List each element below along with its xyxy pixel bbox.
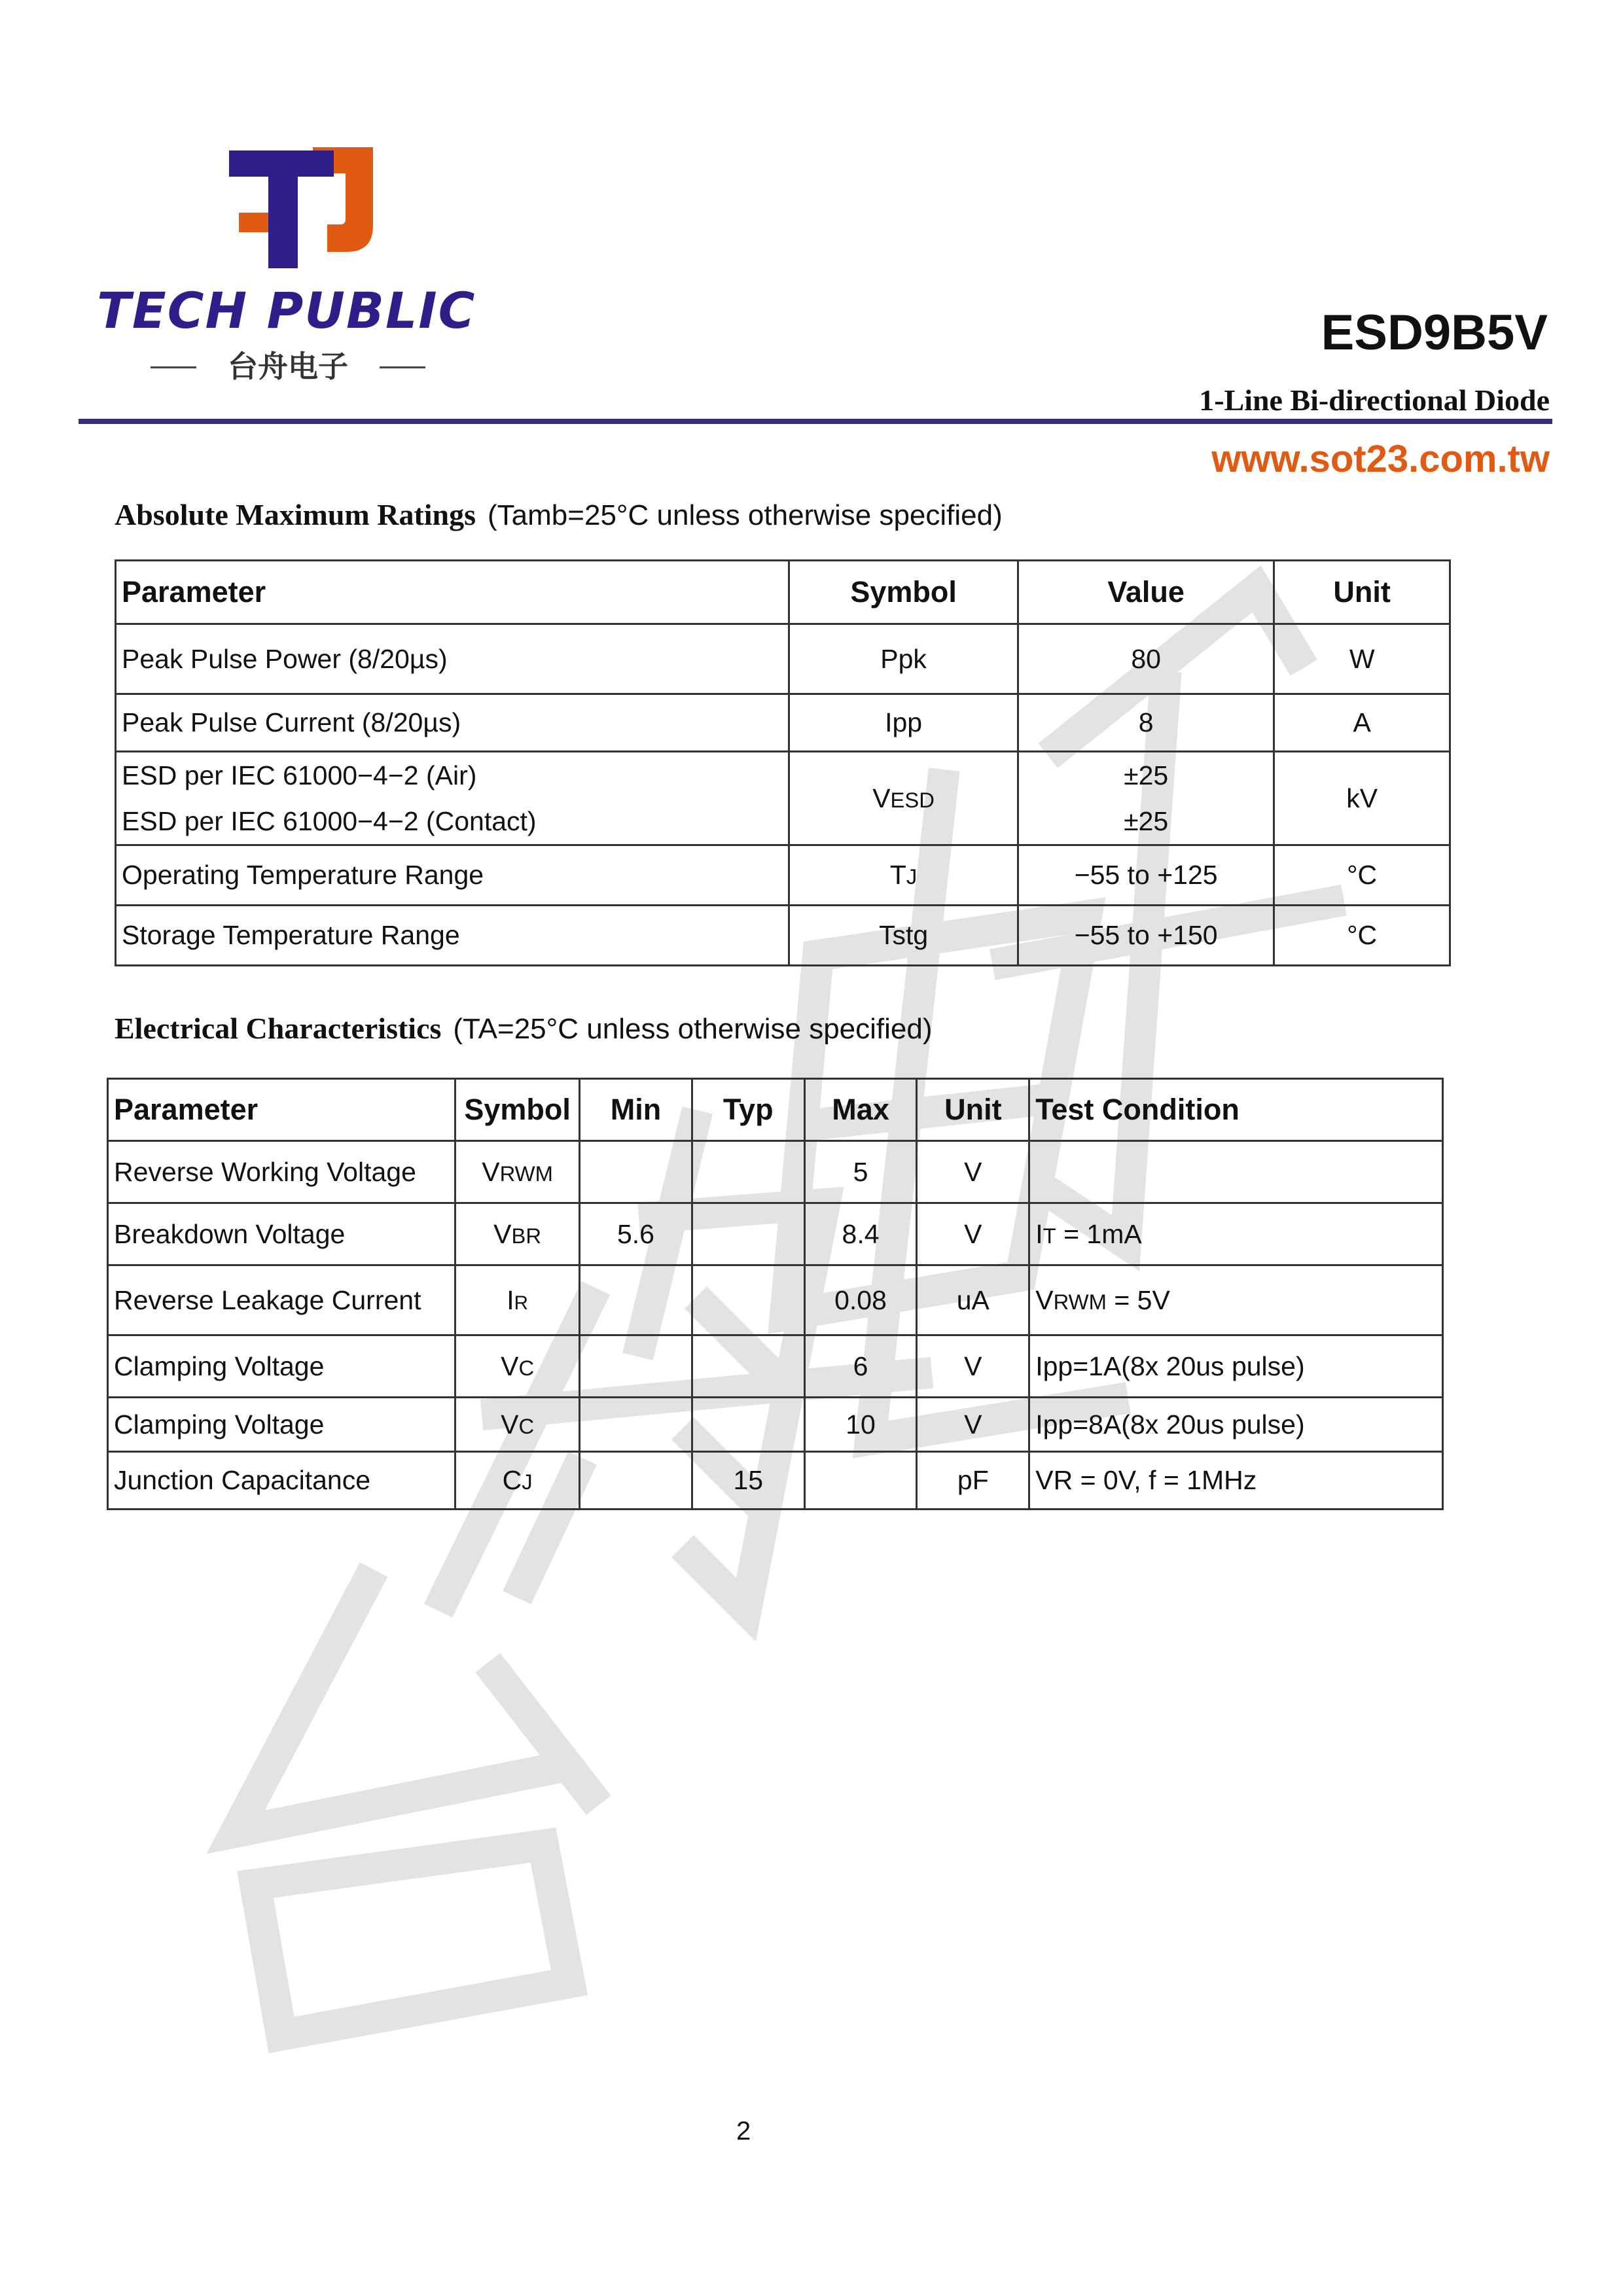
amr-parameter-cell <box>116 752 789 845</box>
website-link[interactable]: www.sot23.com.tw <box>1211 438 1550 480</box>
ec-test-main: V <box>1035 1284 1054 1315</box>
amr-col-unit: Unit <box>1274 561 1450 624</box>
ec-typ <box>692 1141 804 1203</box>
ec-parameter: Reverse Leakage Current <box>108 1265 455 1335</box>
logo-orange-block <box>239 213 268 232</box>
ec-col-parameter: Parameter <box>108 1079 455 1141</box>
table-row <box>116 752 1450 845</box>
ec-max: 8.4 <box>804 1203 917 1265</box>
ec-typ: 15 <box>692 1452 804 1510</box>
table-header-row <box>116 561 1450 624</box>
ec-max <box>804 1452 917 1510</box>
divider <box>380 366 425 368</box>
amr-symbol-main: V <box>872 783 891 813</box>
ec-min <box>580 1452 692 1510</box>
table-header-row <box>108 1079 1443 1141</box>
ec-symbol-main: V <box>482 1156 500 1187</box>
ec-symbol-cell <box>455 1265 580 1335</box>
amr-parameter: Operating Temperature Range <box>116 845 789 906</box>
ec-typ <box>692 1265 804 1335</box>
table-row <box>108 1141 1443 1203</box>
ec-test-rest: = 1mA <box>1056 1218 1142 1249</box>
ec-unit: uA <box>917 1265 1029 1335</box>
amr-symbol-cell <box>789 752 1018 845</box>
table-row <box>108 1265 1443 1335</box>
amr-parameter: ESD per IEC 61000−4−2 (Air) <box>122 760 477 790</box>
amr-unit: W <box>1274 624 1450 694</box>
table-row <box>108 1203 1443 1265</box>
ec-typ <box>692 1203 804 1265</box>
ec-symbol-main: V <box>501 1351 519 1381</box>
tech-public-logo <box>229 147 380 268</box>
ec-symbol-main: C <box>502 1465 522 1495</box>
ec-test-condition: Ipp=8A(8x 20us pulse) <box>1029 1398 1443 1452</box>
amr-symbol-main: T <box>889 860 906 890</box>
table-row <box>116 694 1450 752</box>
ec-symbol-sub: C <box>518 1413 535 1438</box>
ec-condition: (TA=25°C unless otherwise specified) <box>453 1013 933 1045</box>
part-subtitle: 1-Line Bi-directional Diode <box>1199 383 1550 417</box>
ec-title: Electrical Characteristics <box>115 1012 442 1045</box>
ec-unit: V <box>917 1335 1029 1398</box>
amr-col-value: Value <box>1018 561 1274 624</box>
amr-title: Absolute Maximum Ratings <box>115 498 476 531</box>
ec-max: 10 <box>804 1398 917 1452</box>
table-row <box>116 845 1450 906</box>
amr-value: ±25 <box>1124 806 1169 836</box>
ec-test-condition <box>1029 1141 1443 1203</box>
amr-parameter: Peak Pulse Power (8/20µs) <box>116 624 789 694</box>
ec-min <box>580 1335 692 1398</box>
amr-unit: °C <box>1274 845 1450 906</box>
ec-symbol-main: I <box>507 1284 514 1315</box>
brand-name: TECH PUBLIC <box>97 281 476 340</box>
header-divider <box>79 419 1552 424</box>
ec-symbol-main: V <box>493 1218 512 1249</box>
table-row <box>116 906 1450 966</box>
logo-purple-shape <box>229 150 334 268</box>
ec-col-symbol: Symbol <box>455 1079 580 1141</box>
ec-typ <box>692 1335 804 1398</box>
ec-unit: pF <box>917 1452 1029 1510</box>
amr-unit: kV <box>1274 752 1450 845</box>
ec-unit: V <box>917 1203 1029 1265</box>
ec-symbol-cell <box>455 1398 580 1452</box>
amr-value: −55 to +125 <box>1018 845 1274 906</box>
ec-parameter: Clamping Voltage <box>108 1335 455 1398</box>
ec-test-condition-cell <box>1029 1203 1443 1265</box>
amr-col-symbol: Symbol <box>789 561 1018 624</box>
brand-chinese-name: 台舟电子 <box>228 349 348 384</box>
ec-parameter: Breakdown Voltage <box>108 1203 455 1265</box>
amr-condition: (Tamb=25°C unless otherwise specified) <box>488 499 1003 531</box>
ec-symbol-cell <box>455 1203 580 1265</box>
amr-symbol: Tstg <box>789 906 1018 966</box>
ec-test-main: I <box>1035 1218 1043 1249</box>
amr-parameter: Storage Temperature Range <box>116 906 789 966</box>
ec-section-title <box>115 1011 933 1046</box>
brand-chinese-wrap <box>151 347 425 386</box>
ec-test-rest: = 5V <box>1106 1284 1170 1315</box>
ec-symbol-cell <box>455 1335 580 1398</box>
ec-col-min: Min <box>580 1079 692 1141</box>
amr-parameter: ESD per IEC 61000−4−2 (Contact) <box>122 806 537 836</box>
ec-symbol-sub: C <box>518 1355 535 1380</box>
amr-col-parameter: Parameter <box>116 561 789 624</box>
ec-min <box>580 1265 692 1335</box>
amr-unit: A <box>1274 694 1450 752</box>
amr-value: 8 <box>1018 694 1274 752</box>
amr-value: 80 <box>1018 624 1274 694</box>
amr-parameter: Peak Pulse Current (8/20µs) <box>116 694 789 752</box>
ec-test-sub: RWM <box>1053 1289 1107 1314</box>
table-row <box>108 1335 1443 1398</box>
table-row <box>116 624 1450 694</box>
table-row <box>108 1398 1443 1452</box>
amr-unit: °C <box>1274 906 1450 966</box>
ec-symbol-cell <box>455 1452 580 1510</box>
amr-section-title <box>115 497 1003 532</box>
ec-max: 5 <box>804 1141 917 1203</box>
amr-symbol-sub: J <box>906 864 918 889</box>
page-number: 2 <box>736 2117 751 2146</box>
amr-value: ±25 <box>1124 760 1169 790</box>
ec-unit: V <box>917 1141 1029 1203</box>
ec-typ <box>692 1398 804 1452</box>
ec-symbol-main: V <box>501 1409 519 1439</box>
amr-symbol: Ipp <box>789 694 1018 752</box>
ec-parameter: Junction Capacitance <box>108 1452 455 1510</box>
amr-value: −55 to +150 <box>1018 906 1274 966</box>
amr-symbol-sub: ESD <box>890 787 935 812</box>
ec-parameter: Clamping Voltage <box>108 1398 455 1452</box>
ec-parameter: Reverse Working Voltage <box>108 1141 455 1203</box>
amr-value-cell <box>1018 752 1274 845</box>
ec-max: 0.08 <box>804 1265 917 1335</box>
amr-table <box>115 559 1451 966</box>
ec-test-condition: Ipp=1A(8x 20us pulse) <box>1029 1335 1443 1398</box>
amr-symbol-cell <box>789 845 1018 906</box>
ec-symbol-sub: BR <box>511 1223 542 1248</box>
ec-symbol-cell <box>455 1141 580 1203</box>
ec-max: 6 <box>804 1335 917 1398</box>
ec-symbol-sub: J <box>522 1470 533 1494</box>
ec-col-typ: Typ <box>692 1079 804 1141</box>
ec-symbol-sub: RWM <box>499 1161 553 1186</box>
amr-symbol: Ppk <box>789 624 1018 694</box>
ec-col-unit: Unit <box>917 1079 1029 1141</box>
ec-min <box>580 1141 692 1203</box>
ec-test-sub: T <box>1043 1223 1056 1248</box>
ec-min: 5.6 <box>580 1203 692 1265</box>
ec-table <box>107 1078 1444 1510</box>
ec-test-condition-cell <box>1029 1265 1443 1335</box>
table-row <box>108 1452 1443 1510</box>
ec-col-max: Max <box>804 1079 917 1141</box>
ec-col-test-condition: Test Condition <box>1029 1079 1443 1141</box>
part-number: ESD9B5V <box>1321 305 1548 361</box>
ec-min <box>580 1398 692 1452</box>
ec-unit: V <box>917 1398 1029 1452</box>
ec-test-condition: VR = 0V, f = 1MHz <box>1029 1452 1443 1510</box>
ec-symbol-sub: R <box>514 1292 528 1314</box>
